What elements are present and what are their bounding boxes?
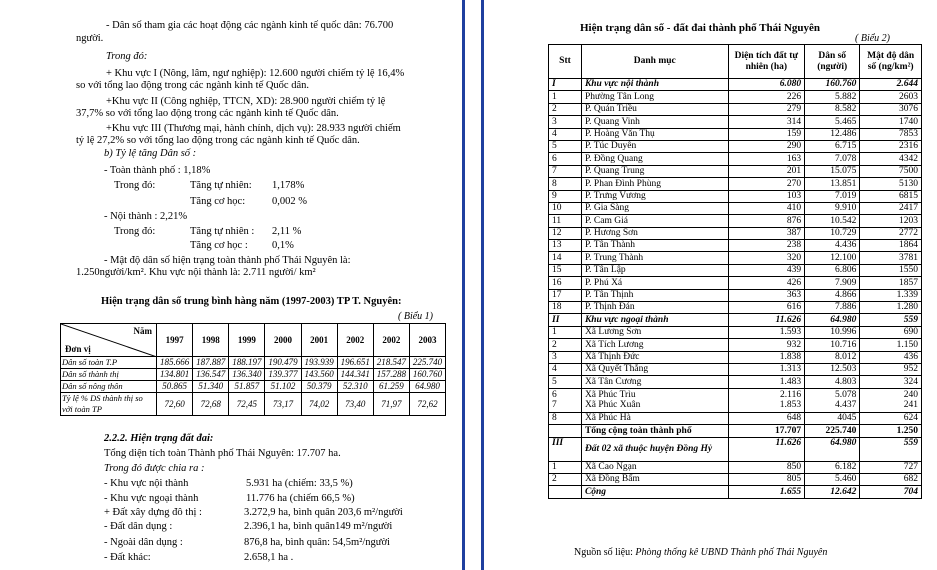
row-density: 952 [860, 363, 922, 375]
row-population: 4045 [805, 412, 860, 424]
row-category: P. Túc Duyên [581, 140, 728, 152]
row-category: P. Quán Triều [581, 103, 728, 115]
row-area: 616 [728, 302, 805, 314]
land-value: 2.396,1 ha, bình quân149 m²/người [244, 521, 393, 532]
table2-row [549, 103, 922, 115]
row-population: 7.886 [805, 302, 860, 314]
header-stt: Stt [549, 45, 582, 79]
table2-row [549, 178, 922, 190]
row-number: 5 [549, 140, 582, 152]
row-number: 1 [549, 91, 582, 103]
row-label: Tỷ lệ % DS thành thị so với toàn TP [61, 393, 157, 416]
row-density: 1550 [860, 264, 922, 276]
row-area: 439 [728, 264, 805, 276]
row-population: 12.503 [805, 363, 860, 375]
table1-cell: 64.980 [409, 381, 445, 393]
table1-cell: 157.288 [373, 369, 409, 381]
row-area: 876 [728, 215, 805, 227]
source-label: Nguồn số liệu: [574, 547, 636, 558]
table1-cell: 190.479 [265, 357, 301, 369]
land-value: 876,8 ha, bình quân: 54,5m²/người [244, 537, 390, 548]
source-value: Phòng thống kê UBND Thành phố Thái Nguyên [635, 547, 828, 558]
header-category: Danh mục [581, 45, 728, 79]
row-area: 226 [728, 91, 805, 103]
row-density: 624 [860, 412, 922, 424]
row-area: 270 [728, 178, 805, 190]
row-population: 9.910 [805, 202, 860, 214]
row-population: 8.012 [805, 351, 860, 363]
row-population: 225.740 [805, 425, 860, 437]
row-density: 3076 [860, 103, 922, 115]
row-number: 9 [549, 190, 582, 202]
row-category: P. Hương Sơn [581, 227, 728, 239]
land-label: - Ngoài dân dụng : [104, 537, 183, 548]
table2-row [549, 302, 922, 314]
row-category: Xã Thịnh Đức [581, 351, 728, 363]
row-area: 159 [728, 128, 805, 140]
table1-cell: 218.547 [373, 357, 409, 369]
table2-row [549, 339, 922, 351]
row-population: 12.642 [805, 486, 860, 498]
row-population: 4.866 [805, 289, 860, 301]
table2-note: ( Biểu 2) [855, 33, 890, 44]
density-line1: - Mật độ dân số hiện trạng toàn thành phố Thái Nguyên là: [104, 255, 351, 266]
table2-row [549, 473, 922, 485]
row-number: 2 [549, 473, 582, 485]
land-section-heading: 2.2.2. Hiện trạng đất đai: [104, 433, 214, 444]
row-area: 314 [728, 116, 805, 128]
table1-cell: 61.259 [373, 381, 409, 393]
row-number: 3 [549, 116, 582, 128]
table1-cell: 136.547 [193, 369, 229, 381]
row-area: 6.080 [728, 79, 805, 91]
row-number: 12 [549, 227, 582, 239]
row-category: Khu vực ngoại thành [581, 314, 728, 326]
row-area: 279 [728, 103, 805, 115]
land-population-table [548, 44, 922, 499]
row-population: 4.436 [805, 240, 860, 252]
row-population: 13.851 [805, 178, 860, 190]
table2-row [549, 486, 922, 498]
row-category: P. Tân Lập [581, 264, 728, 276]
row-area: 290 [728, 140, 805, 152]
row-population: 8.582 [805, 103, 860, 115]
row-area: 805 [728, 473, 805, 485]
row-area: 238 [728, 240, 805, 252]
row-category: P. Tân Thành [581, 240, 728, 252]
row-category: P. Phan Đình Phùng [581, 178, 728, 190]
table2-row [549, 215, 922, 227]
row-density: 7853 [860, 128, 922, 140]
land-label: - Khu vực nội thành [104, 478, 189, 489]
row-density: 5130 [860, 178, 922, 190]
row-population: 5.460 [805, 473, 860, 485]
row-population: 7.909 [805, 277, 860, 289]
table1-cell: 72,68 [193, 393, 229, 416]
row-number: 14 [549, 252, 582, 264]
header-area: Diện tích đất tự nhiên (ha) [728, 45, 805, 79]
row-density: 559 [860, 314, 922, 326]
whole-city-rate: - Toàn thành phố : 1,18% [104, 165, 211, 176]
mechanical-growth-label-2: Tăng cơ học : [190, 240, 248, 251]
row-number [549, 486, 582, 498]
row-area: 1.483 [728, 376, 805, 388]
row-density: 559 [860, 437, 922, 461]
row-area: 387 [728, 227, 805, 239]
table1-cell: 193.939 [301, 357, 337, 369]
row-population: 12.486 [805, 128, 860, 140]
table1-cell: 73,17 [265, 393, 301, 416]
row-number: 1 [549, 326, 582, 338]
table2-title: Hiện trạng dân số - đất đai thành phố Thái Nguyên [580, 22, 821, 34]
row-population: 10.716 [805, 339, 860, 351]
total-area: Tổng diện tích toàn Thành phố Thái Nguyên: 17.707 ha. [104, 448, 341, 459]
row-category: Cộng [581, 486, 728, 498]
table1-caption: Hiện trạng dân số trung bình hàng năm (1997-2003) TP T. Nguyên: [101, 296, 402, 307]
row-density: 2.644 [860, 79, 922, 91]
land-value: 5.931 ha (chiếm: 33,5 %) [246, 478, 353, 489]
row-number: 6 7 [549, 388, 582, 412]
sector3-line1: +Khu vực III (Thương mại, hành chính, dịch vụ): 28.933 người chiếm [106, 123, 401, 134]
row-population: 10.542 [805, 215, 860, 227]
row-number: 7 [549, 165, 582, 177]
row-number: 17 [549, 289, 582, 301]
year-header: 2000 [265, 324, 301, 357]
land-value: 2.658,1 ha . [244, 552, 294, 563]
row-area: 103 [728, 190, 805, 202]
sector3-line2: tỷ lệ 27,2% so với tổng lao động trong các ngành kinh tế Quốc dân. [76, 135, 360, 146]
row-category: P. Thịnh Đán [581, 302, 728, 314]
row-category: P. Đồng Quang [581, 153, 728, 165]
row-area: 363 [728, 289, 805, 301]
table2-row [549, 227, 922, 239]
table1-cell: 134.801 [157, 369, 193, 381]
row-area: 1.655 [728, 486, 805, 498]
table1-cell: 51.340 [193, 381, 229, 393]
row-population: 64.980 [805, 314, 860, 326]
row-area: 1.838 [728, 351, 805, 363]
year-header: 1999 [229, 324, 265, 357]
row-density: 1.280 [860, 302, 922, 314]
row-number: 18 [549, 302, 582, 314]
row-category: P. Quang Trung [581, 165, 728, 177]
row-category: P. Cam Giá [581, 215, 728, 227]
row-area: 11.626 [728, 314, 805, 326]
year-header: 1998 [193, 324, 229, 357]
row-category: P. Trưng Vương [581, 190, 728, 202]
row-density: 704 [860, 486, 922, 498]
land-value: 3.272,9 ha, bình quân 203,6 m²/người [244, 507, 403, 518]
sector1-line2: so với tổng lao động trong các ngành kinh tế Quốc dân. [76, 80, 310, 91]
table1-corner [61, 324, 157, 357]
row-number: 1 [549, 461, 582, 473]
in-which-label-2: Trong đó: [114, 180, 156, 191]
header-population: Dân số (người) [805, 45, 860, 79]
row-density: 2316 [860, 140, 922, 152]
row-category: P. Hoàng Văn Thụ [581, 128, 728, 140]
table1-cell: 72,62 [409, 393, 445, 416]
table1-cell: 187.887 [193, 357, 229, 369]
table2-row [549, 388, 922, 412]
table1-cell: 72,60 [157, 393, 193, 416]
table1-cell: 143.560 [301, 369, 337, 381]
table1-cell: 50.865 [157, 381, 193, 393]
row-area: 2.116 1.853 [728, 388, 805, 412]
divided-into: Trong đó được chia ra : [104, 463, 205, 474]
labor-paragraph-line2: người. [76, 33, 104, 44]
row-category: Xã Cao Ngạn [581, 461, 728, 473]
row-category: P. Phú Xá [581, 277, 728, 289]
table1-cell: 50.379 [301, 381, 337, 393]
row-density: 727 [860, 461, 922, 473]
row-population: 6.715 [805, 140, 860, 152]
mechanical-growth-label: Tăng cơ học: [190, 196, 246, 207]
table2-row [549, 326, 922, 338]
corner-top-label: Năm [133, 326, 152, 336]
row-number: 4 [549, 128, 582, 140]
table1-cell: 52.310 [337, 381, 373, 393]
table1-cell: 225.740 [409, 357, 445, 369]
table1-cell: 144.341 [337, 369, 373, 381]
in-which-label-3: Trong đó: [114, 226, 156, 237]
row-density: 1864 [860, 240, 922, 252]
row-number: I [549, 79, 582, 91]
land-label: + Đất xây dựng đô thị : [104, 507, 202, 518]
natural-growth-value-2: 2,11 % [272, 226, 302, 237]
table2-row [549, 376, 922, 388]
table1-cell: 74,02 [301, 393, 337, 416]
table1-cell: 188.197 [229, 357, 265, 369]
row-area: 932 [728, 339, 805, 351]
row-density: 3781 [860, 252, 922, 264]
row-category: P. Gia Sàng [581, 202, 728, 214]
natural-growth-label-2: Tăng tự nhiên : [190, 226, 255, 237]
population-table [60, 323, 446, 416]
row-number: 16 [549, 277, 582, 289]
table2-row [549, 79, 922, 91]
row-density: 1.250 [860, 425, 922, 437]
inner-city-rate: - Nội thành : 2,21% [104, 211, 188, 222]
row-number: 5 [549, 376, 582, 388]
row-population: 10.729 [805, 227, 860, 239]
row-density: 324 [860, 376, 922, 388]
mechanical-growth-value-2: 0,1% [272, 240, 294, 251]
table2-row [549, 116, 922, 128]
year-header: 2003 [409, 324, 445, 357]
table2-row [549, 425, 922, 437]
row-density: 682 [860, 473, 922, 485]
table1-note: ( Biểu 1) [398, 311, 433, 322]
row-density: 2417 [860, 202, 922, 214]
row-number: 6 [549, 153, 582, 165]
table2-row [549, 190, 922, 202]
page-gutter [462, 0, 484, 570]
year-header: 2002 [373, 324, 409, 357]
land-value: 11.776 ha (chiếm 66,5 %) [246, 493, 355, 504]
table2-row [549, 314, 922, 326]
row-area: 163 [728, 153, 805, 165]
row-population: 6.182 [805, 461, 860, 473]
row-category: Khu vực nội thành [581, 79, 728, 91]
row-area: 11.626 [728, 437, 805, 461]
table2-row [549, 91, 922, 103]
row-number: 3 [549, 351, 582, 363]
growth-rate-heading: b) Tỷ lệ tăng Dân số : [104, 148, 197, 159]
table1-cell: 51.102 [265, 381, 301, 393]
row-number: 10 [549, 202, 582, 214]
row-density: 1857 [860, 277, 922, 289]
row-population: 12.100 [805, 252, 860, 264]
row-area: 201 [728, 165, 805, 177]
row-population: 7.078 [805, 153, 860, 165]
row-category: P. Trung Thành [581, 252, 728, 264]
row-category: Xã Quyết Thắng [581, 363, 728, 375]
row-number: 8 [549, 412, 582, 424]
table2-row [549, 240, 922, 252]
row-density: 6815 [860, 190, 922, 202]
row-category: P. Quang Vinh [581, 116, 728, 128]
row-number: II [549, 314, 582, 326]
row-population: 5.465 [805, 116, 860, 128]
row-category: P. Tân Thịnh [581, 289, 728, 301]
table1-cell: 196.651 [337, 357, 373, 369]
table1-cell: 51.857 [229, 381, 265, 393]
land-label: - Khu vực ngoại thành [104, 493, 199, 504]
table1-cell: 185.666 [157, 357, 193, 369]
row-number: 15 [549, 264, 582, 276]
density-line2: 1.250người/km². Khu vực nội thành là: 2.711 người/ km² [76, 267, 316, 278]
in-which-label: Trong đó: [106, 51, 148, 62]
table2-row [549, 437, 922, 461]
table2-row [549, 153, 922, 165]
row-number: 11 [549, 215, 582, 227]
table2-row [549, 351, 922, 363]
natural-growth-label: Tăng tự nhiên: [190, 180, 252, 191]
row-area: 17.707 [728, 425, 805, 437]
table2-row [549, 289, 922, 301]
row-population: 4.803 [805, 376, 860, 388]
row-category: Xã Phúc Trìu Xã Phúc Xuân [581, 388, 728, 412]
row-area: 1.593 [728, 326, 805, 338]
row-number [549, 425, 582, 437]
land-label: - Đất khác: [104, 552, 151, 563]
year-header: 1997 [157, 324, 193, 357]
row-area: 410 [728, 202, 805, 214]
table2-row [549, 264, 922, 276]
row-population: 15.075 [805, 165, 860, 177]
row-number: 13 [549, 240, 582, 252]
row-population: 10.996 [805, 326, 860, 338]
row-density: 4342 [860, 153, 922, 165]
row-density: 1203 [860, 215, 922, 227]
row-density: 1.150 [860, 339, 922, 351]
row-number: 2 [549, 339, 582, 351]
row-category: Xã Tân Cương [581, 376, 728, 388]
row-category: Xã Đồng Bẩm [581, 473, 728, 485]
table1-cell: 160.760 [409, 369, 445, 381]
source-note [574, 547, 827, 558]
row-category: Tổng cộng toàn thành phố [581, 425, 728, 437]
sector2-line1: +Khu vực II (Công nghiệp, TTCN, XD): 28.900 người chiếm tỷ lệ [106, 96, 386, 107]
header-density: Mật độ dân số (ng/km²) [860, 45, 922, 79]
row-number: 4 [549, 363, 582, 375]
table2-row [549, 277, 922, 289]
table1-cell: 72,45 [229, 393, 265, 416]
row-category: Đất 02 xã thuộc huyện Đồng Hỷ [581, 437, 728, 461]
row-category: Xã Lương Sơn [581, 326, 728, 338]
row-density: 436 [860, 351, 922, 363]
row-density: 690 [860, 326, 922, 338]
row-area: 1.313 [728, 363, 805, 375]
row-population: 7.019 [805, 190, 860, 202]
row-label: Dân số toàn T.P [61, 357, 157, 369]
row-number: 8 [549, 178, 582, 190]
table1-cell: 73,40 [337, 393, 373, 416]
table1-cell: 136.340 [229, 369, 265, 381]
row-label: Dân số thành thị [61, 369, 157, 381]
row-category: Xã Tích Lương [581, 339, 728, 351]
labor-paragraph-line1: - Dân số tham gia các hoạt động các ngành kinh tế quốc dân: 76.700 [106, 20, 394, 31]
row-label: Dân số nông thôn [61, 381, 157, 393]
table2-row [549, 165, 922, 177]
year-header: 2001 [301, 324, 337, 357]
row-area: 426 [728, 277, 805, 289]
table2-row [549, 140, 922, 152]
row-density: 7500 [860, 165, 922, 177]
row-population: 5.078 4.437 [805, 388, 860, 412]
row-population: 5.882 [805, 91, 860, 103]
table2-row [549, 461, 922, 473]
row-density: 1740 [860, 116, 922, 128]
sector1-line1: + Khu vực I (Nông, lâm, ngư nghiệp): 12.600 người chiếm tỷ lệ 16,4% [106, 68, 405, 79]
row-category: Phường Tân Long [581, 91, 728, 103]
land-label: - Đất dân dụng : [104, 521, 173, 532]
row-population: 160.760 [805, 79, 860, 91]
row-category: Xã Phúc Hà [581, 412, 728, 424]
table2-row [549, 363, 922, 375]
row-population: 6.806 [805, 264, 860, 276]
table1-row [61, 357, 446, 369]
table2-row [549, 128, 922, 140]
row-number: III [549, 437, 582, 461]
row-population: 64.980 [805, 437, 860, 461]
row-density: 2772 [860, 227, 922, 239]
table1-row [61, 393, 446, 416]
row-area: 850 [728, 461, 805, 473]
natural-growth-value: 1,178% [272, 180, 305, 191]
table1-cell: 71,97 [373, 393, 409, 416]
table1-row [61, 381, 446, 393]
row-area: 320 [728, 252, 805, 264]
row-density: 1.339 [860, 289, 922, 301]
row-density: 2603 [860, 91, 922, 103]
table2-row [549, 412, 922, 424]
row-density: 240 241 [860, 388, 922, 412]
row-number: 2 [549, 103, 582, 115]
table1-cell: 139.377 [265, 369, 301, 381]
table1-row [61, 369, 446, 381]
corner-bottom-label: Đơn vị [65, 344, 91, 354]
table2-row [549, 252, 922, 264]
sector2-line2: 37,7% so với tổng lao động trong các ngành kinh tế Quốc dân. [76, 108, 339, 119]
year-header: 2002 [337, 324, 373, 357]
row-area: 648 [728, 412, 805, 424]
table2-row [549, 202, 922, 214]
mechanical-growth-value: 0,002 % [272, 196, 307, 207]
